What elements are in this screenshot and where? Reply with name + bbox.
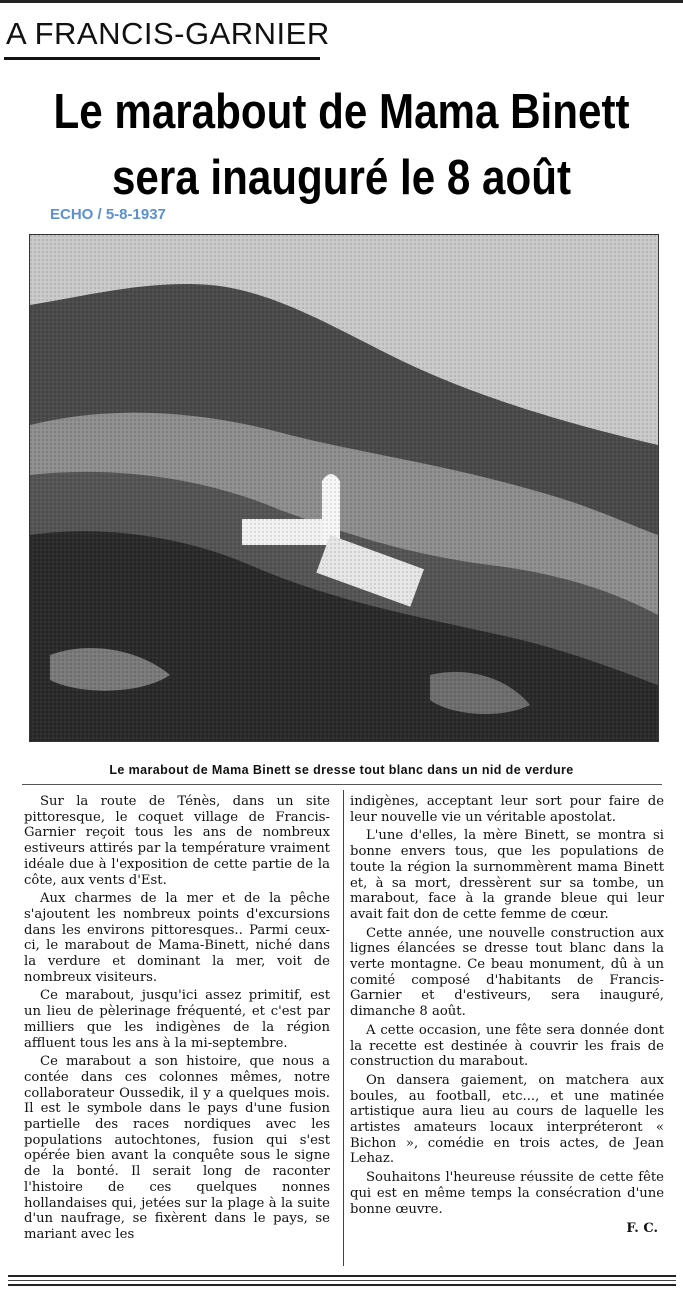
kicker-underline (4, 57, 320, 60)
paragraph: Aux charmes de la mer et de la pêche s'ajoutent les nombreux points d'excursions dans les environs pittoresques.. Parmi ceux-ci, le marabout de Mama-Binett, niché dans la verdure et dominant la mer, voit de nombreux visiteurs. (24, 891, 330, 985)
bottom-rule (8, 1275, 676, 1277)
paragraph: Ce marabout a son histoire, que nous a contée dans ces colonnes mêmes, notre collaborateur Oussedik, il y a quelques mois. Il est le symbole dans le pays d'une fusion partielle des races nordiques avec les populations autochtones, fusion qui s'est opérée bien avant la conquête sous le signe de la bonté. Il serait long de raconter l'histoire de ces quelques nonnes hollandaises qui, jetées sur la plage à la suite d'un naufrage, se fixèrent dans le pays, se mariant avec les (24, 1054, 330, 1242)
photo-caption: Le marabout de Mama Binett se dresse tout blanc dans un nid de verdure (109, 763, 574, 777)
paragraph: Cette année, une nouvelle construction aux lignes élancées se dresse tout blanc dans la verte montagne. Ce beau monument, dû à un comité composé d'habitants de Francis-Garnier et d'estiveurs, sera inauguré, dimanche 8 août. (350, 925, 664, 1020)
marabout-photo (29, 234, 659, 742)
article-column-right (350, 794, 664, 1237)
bottom-rule (8, 1280, 676, 1281)
bottom-rule (8, 1284, 676, 1286)
column-divider (343, 790, 344, 1266)
paragraph: On dansera gaiement, on matchera aux boules, au football, etc..., et une matinée artistique aura lieu au cours de laquelle les artistes amateurs locaux interpréteront « Bichon », comédie en trois actes, de Jean Lehaz. (350, 1072, 664, 1167)
photo-grain (30, 235, 658, 741)
paragraph: Souhaitons l'heureuse réussite de cette fête qui est en même temps la consécration d'une bonne œuvre. (350, 1170, 664, 1217)
paragraph: L'une d'elles, la mère Binett, se montra si bonne envers tous, que les populations de toute la région la surnommèrent mama Binett et, à sa mort, dressèrent sur sa tombe, un marabout, face à la grande bleue qui leur avait fait don de cette femme de cœur. (350, 828, 664, 922)
hillside-illustration (30, 235, 658, 741)
source-stamp: ECHO / 5-8-1937 (50, 206, 166, 223)
paragraph: Ce marabout, jusqu'ici assez primitif, est un lieu de pèlerinage fréquenté, et c'est par milliers que les indigènes de la région affluent tous les ans à la mi-septembre. (24, 988, 330, 1051)
paragraph: Sur la route de Ténès, dans un site pittoresque, le coquet village de Francis-Garnier reçoit tous les ans de nombreux estiveurs attirés par la température vraiment idéale due à l'exposition de cette partie de la côte, aux vents d'Est. (24, 794, 330, 888)
headline-line-2: sera inauguré le 8 août (111, 151, 572, 205)
headline-line-1: Le marabout de Mama Binett (53, 85, 630, 139)
author-signature: F. C. (626, 1221, 658, 1237)
paragraph-continuation: indigènes, acceptant leur sort pour faire de leur nouvelle vie un véritable apostolat. (350, 794, 664, 825)
section-kicker: A FRANCIS-GARNIER (6, 16, 330, 51)
top-rule (0, 0, 683, 3)
article-column-left (24, 794, 330, 1246)
caption-rule (22, 784, 662, 785)
paragraph: A cette occasion, une fête sera donnée dont la recette est destinée à couvrir les frais de construction du marabout. (350, 1022, 664, 1070)
